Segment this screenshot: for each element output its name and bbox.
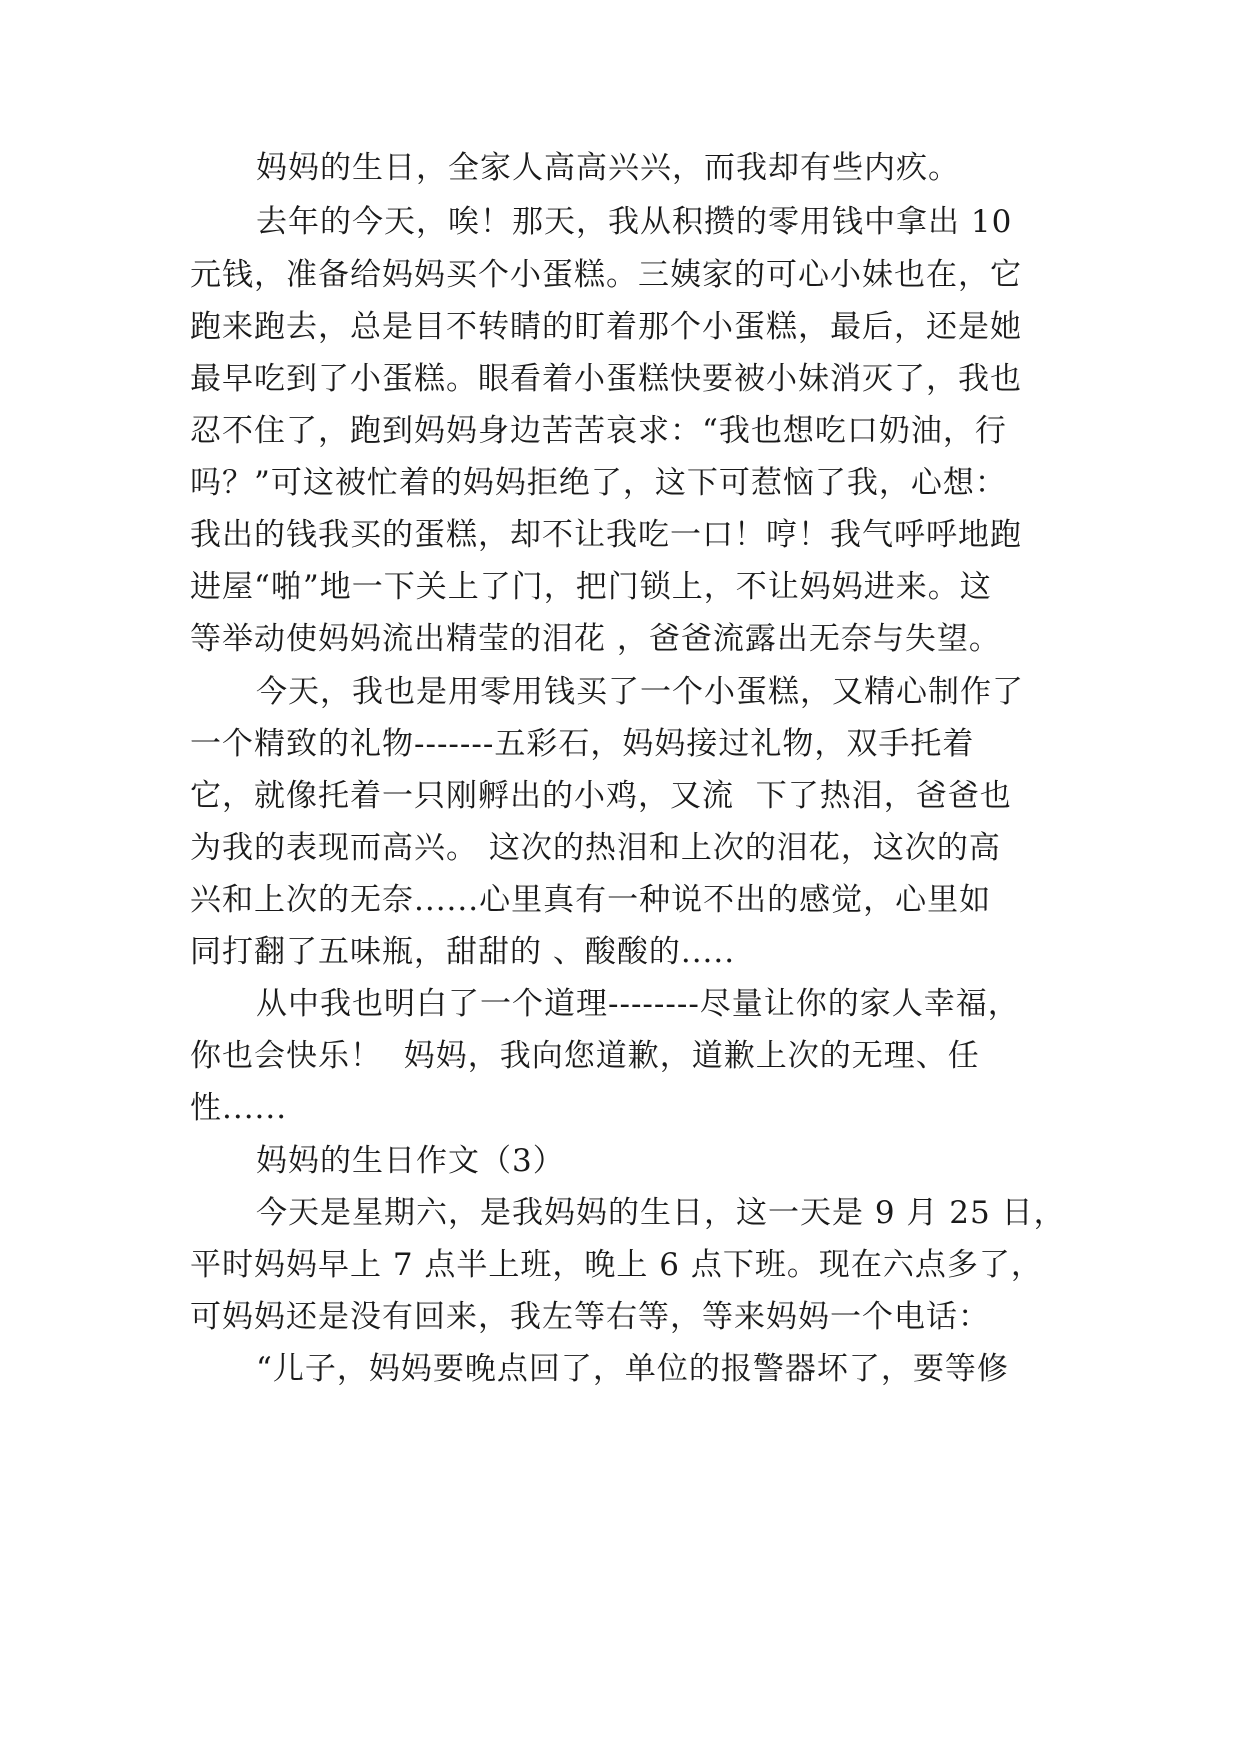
paragraph-line: 从中我也明白了一个道理--------尽量让你的家人幸福，: [256, 986, 1020, 1022]
paragraph-line: 吗？”可这被忙着的妈妈拒绝了，这下可惹恼了我，心想：: [190, 465, 1007, 501]
paragraph-line: 跑来跑去，总是目不转睛的盯着那个小蛋糕，最后，还是她: [190, 309, 1022, 345]
paragraph-line: 它，就像托着一只刚孵出的小鸡，又流 下了热泪，爸爸也: [190, 778, 1012, 814]
paragraph-line: 忍不住了，跑到妈妈身边苦苦哀求：“我也想吃口奶油，行: [190, 413, 1007, 449]
paragraph-line: “儿子，妈妈要晚点回了，单位的报警器坏了，要等修: [256, 1351, 1009, 1387]
paragraph-line: 可妈妈还是没有回来，我左等右等，等来妈妈一个电话：: [190, 1299, 990, 1335]
paragraph-line: 今天是星期六，是我妈妈的生日，这一天是 9 月 25 日，: [256, 1195, 1066, 1231]
paragraph-line: 你也会快乐！ 妈妈，我向您道歉，道歉上次的无理、任: [190, 1038, 980, 1074]
paragraph-line: 同打翻了五味瓶，甜甜的 、酸酸的.....: [190, 934, 736, 970]
paragraph-line: 平时妈妈早上 7 点半上班，晚上 6 点下班。现在六点多了，: [190, 1247, 1043, 1283]
paragraph-line: 进屋“啪”地一下关上了门，把门锁上，不让妈妈进来。这: [190, 569, 992, 605]
paragraph-line: 今天，我也是用零用钱买了一个小蛋糕，又精心制作了: [256, 674, 1024, 710]
paragraph-line: 兴和上次的无奈......心里真有一种说不出的感觉，心里如: [190, 882, 992, 918]
paragraph-line: 一个精致的礼物-------五彩石，妈妈接过礼物，双手托着: [190, 726, 975, 762]
paragraph-line: 为我的表现而高兴。 这次的热泪和上次的泪花，这次的高: [190, 830, 1001, 866]
paragraph-line: 等举动使妈妈流出精莹的泪花 ，爸爸流露出无奈与失望。: [190, 621, 1001, 657]
section-heading: 妈妈的生日作文（3）: [256, 1143, 565, 1179]
paragraph-line: 我出的钱我买的蛋糕，却不让我吃一口！哼！我气呼呼地跑: [190, 517, 1022, 553]
paragraph-line: 最早吃到了小蛋糕。眼看着小蛋糕快要被小妹消灭了，我也: [190, 361, 1022, 397]
paragraph-line: 元钱，准备给妈妈买个小蛋糕。三姨家的可心小妹也在，它: [190, 257, 1022, 293]
paragraph-line: 妈妈的生日，全家人高高兴兴，而我却有些内疚。: [256, 150, 960, 186]
paragraph-line: 性......: [190, 1090, 288, 1126]
paragraph-line: 去年的今天，唉！那天，我从积攒的零用钱中拿出 10: [256, 204, 1013, 240]
